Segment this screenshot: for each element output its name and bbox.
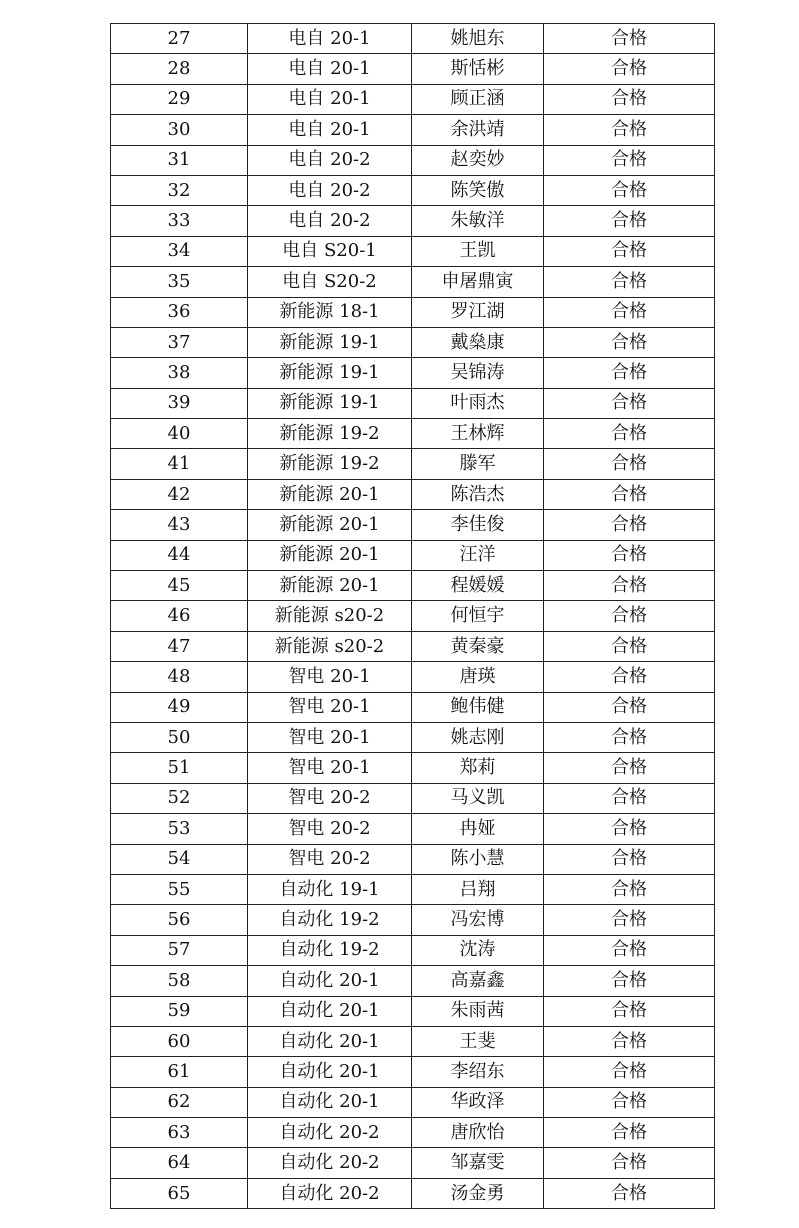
result-cell: 合格: [544, 905, 715, 935]
class-cell: 自动化 20-1: [248, 1057, 412, 1087]
result-cell: 合格: [544, 540, 715, 570]
class-cell: 智电 20-2: [248, 814, 412, 844]
student-name-cell: 朱敏洋: [412, 206, 544, 236]
student-name-cell: 李佳俊: [412, 510, 544, 540]
result-cell: 合格: [544, 722, 715, 752]
row-number-cell: 37: [111, 327, 248, 357]
row-number-cell: 56: [111, 905, 248, 935]
result-cell: 合格: [544, 236, 715, 266]
student-name-cell: 黄秦豪: [412, 631, 544, 661]
row-number-cell: 27: [111, 24, 248, 54]
table-row: [111, 966, 715, 996]
row-number-cell: 32: [111, 175, 248, 205]
class-cell: 自动化 19-1: [248, 874, 412, 904]
student-name-cell: 唐欣怡: [412, 1118, 544, 1148]
table-row: [111, 1118, 715, 1148]
row-number-cell: 48: [111, 662, 248, 692]
table-row: [111, 753, 715, 783]
row-number-cell: 63: [111, 1118, 248, 1148]
row-number-cell: 57: [111, 935, 248, 965]
row-number-cell: 40: [111, 419, 248, 449]
result-cell: 合格: [544, 874, 715, 904]
table-row: [111, 510, 715, 540]
student-name-cell: 唐瑛: [412, 662, 544, 692]
class-cell: 智电 20-1: [248, 692, 412, 722]
result-cell: 合格: [544, 631, 715, 661]
class-cell: 电自 20-1: [248, 115, 412, 145]
student-name-cell: 汪洋: [412, 540, 544, 570]
class-cell: 新能源 s20-2: [248, 631, 412, 661]
row-number-cell: 47: [111, 631, 248, 661]
student-name-cell: 朱雨茜: [412, 996, 544, 1026]
table-row: [111, 783, 715, 813]
class-cell: 电自 20-2: [248, 175, 412, 205]
class-cell: 自动化 20-1: [248, 1087, 412, 1117]
student-name-cell: 姚志刚: [412, 722, 544, 752]
student-name-cell: 马义凯: [412, 783, 544, 813]
class-cell: 新能源 19-2: [248, 419, 412, 449]
row-number-cell: 54: [111, 844, 248, 874]
table-row: [111, 1026, 715, 1056]
class-cell: 自动化 19-2: [248, 905, 412, 935]
student-name-cell: 滕军: [412, 449, 544, 479]
row-number-cell: 30: [111, 115, 248, 145]
result-cell: 合格: [544, 267, 715, 297]
class-cell: 电自 S20-1: [248, 236, 412, 266]
student-name-cell: 冯宏博: [412, 905, 544, 935]
table-row: [111, 24, 715, 54]
class-cell: 智电 20-1: [248, 722, 412, 752]
class-cell: 电自 20-1: [248, 24, 412, 54]
row-number-cell: 53: [111, 814, 248, 844]
student-name-cell: 高嘉鑫: [412, 966, 544, 996]
table-row: [111, 327, 715, 357]
result-cell: 合格: [544, 84, 715, 114]
row-number-cell: 45: [111, 571, 248, 601]
table-row: [111, 236, 715, 266]
table-row: [111, 358, 715, 388]
student-name-cell: 叶雨杰: [412, 388, 544, 418]
table-row: [111, 419, 715, 449]
student-name-cell: 陈小慧: [412, 844, 544, 874]
table-row: [111, 874, 715, 904]
result-cell: 合格: [544, 1026, 715, 1056]
table-row: [111, 540, 715, 570]
document-page: [110, 23, 714, 1209]
table-row: [111, 54, 715, 84]
row-number-cell: 42: [111, 479, 248, 509]
table-row: [111, 935, 715, 965]
result-cell: 合格: [544, 1118, 715, 1148]
class-cell: 电自 S20-2: [248, 267, 412, 297]
table-row: [111, 115, 715, 145]
student-name-cell: 顾正涵: [412, 84, 544, 114]
student-name-cell: 斯恬彬: [412, 54, 544, 84]
result-cell: 合格: [544, 115, 715, 145]
student-name-cell: 陈笑傲: [412, 175, 544, 205]
class-cell: 智电 20-2: [248, 783, 412, 813]
table-row: [111, 722, 715, 752]
result-cell: 合格: [544, 449, 715, 479]
row-number-cell: 46: [111, 601, 248, 631]
student-name-cell: 程媛媛: [412, 571, 544, 601]
student-name-cell: 申屠鼎寅: [412, 267, 544, 297]
class-cell: 自动化 20-2: [248, 1148, 412, 1178]
result-cell: 合格: [544, 935, 715, 965]
row-number-cell: 33: [111, 206, 248, 236]
student-name-cell: 华政泽: [412, 1087, 544, 1117]
result-cell: 合格: [544, 814, 715, 844]
row-number-cell: 39: [111, 388, 248, 418]
class-cell: 自动化 20-1: [248, 966, 412, 996]
class-cell: 新能源 s20-2: [248, 601, 412, 631]
row-number-cell: 60: [111, 1026, 248, 1056]
table-row: [111, 449, 715, 479]
row-number-cell: 44: [111, 540, 248, 570]
class-cell: 自动化 20-2: [248, 1118, 412, 1148]
result-cell: 合格: [544, 175, 715, 205]
class-cell: 智电 20-1: [248, 753, 412, 783]
row-number-cell: 31: [111, 145, 248, 175]
results-table: [110, 23, 715, 1209]
table-row: [111, 145, 715, 175]
result-cell: 合格: [544, 479, 715, 509]
result-cell: 合格: [544, 297, 715, 327]
table-row: [111, 84, 715, 114]
row-number-cell: 61: [111, 1057, 248, 1087]
table-row: [111, 388, 715, 418]
table-row: [111, 814, 715, 844]
student-name-cell: 汤金勇: [412, 1178, 544, 1208]
row-number-cell: 51: [111, 753, 248, 783]
class-cell: 自动化 20-2: [248, 1178, 412, 1208]
table-row: [111, 844, 715, 874]
class-cell: 新能源 19-1: [248, 358, 412, 388]
table-row: [111, 297, 715, 327]
result-cell: 合格: [544, 1148, 715, 1178]
row-number-cell: 62: [111, 1087, 248, 1117]
result-cell: 合格: [544, 783, 715, 813]
table-row: [111, 996, 715, 1026]
class-cell: 新能源 20-1: [248, 571, 412, 601]
class-cell: 智电 20-2: [248, 844, 412, 874]
row-number-cell: 65: [111, 1178, 248, 1208]
row-number-cell: 28: [111, 54, 248, 84]
row-number-cell: 36: [111, 297, 248, 327]
class-cell: 新能源 20-1: [248, 510, 412, 540]
table-row: [111, 662, 715, 692]
class-cell: 电自 20-1: [248, 54, 412, 84]
row-number-cell: 58: [111, 966, 248, 996]
result-cell: 合格: [544, 1087, 715, 1117]
row-number-cell: 49: [111, 692, 248, 722]
table-row: [111, 206, 715, 236]
result-cell: 合格: [544, 24, 715, 54]
result-cell: 合格: [544, 327, 715, 357]
result-cell: 合格: [544, 388, 715, 418]
student-name-cell: 吕翔: [412, 874, 544, 904]
class-cell: 电自 20-2: [248, 145, 412, 175]
student-name-cell: 郑莉: [412, 753, 544, 783]
class-cell: 智电 20-1: [248, 662, 412, 692]
result-cell: 合格: [544, 753, 715, 783]
row-number-cell: 41: [111, 449, 248, 479]
result-cell: 合格: [544, 54, 715, 84]
result-cell: 合格: [544, 844, 715, 874]
student-name-cell: 李绍东: [412, 1057, 544, 1087]
student-name-cell: 邹嘉雯: [412, 1148, 544, 1178]
table-row: [111, 631, 715, 661]
student-name-cell: 赵奕妙: [412, 145, 544, 175]
row-number-cell: 38: [111, 358, 248, 388]
student-name-cell: 余洪靖: [412, 115, 544, 145]
table-row: [111, 905, 715, 935]
result-cell: 合格: [544, 966, 715, 996]
row-number-cell: 64: [111, 1148, 248, 1178]
row-number-cell: 34: [111, 236, 248, 266]
table-row: [111, 479, 715, 509]
student-name-cell: 戴燊康: [412, 327, 544, 357]
class-cell: 新能源 19-1: [248, 327, 412, 357]
result-cell: 合格: [544, 1057, 715, 1087]
class-cell: 新能源 20-1: [248, 479, 412, 509]
result-cell: 合格: [544, 662, 715, 692]
table-row: [111, 1057, 715, 1087]
student-name-cell: 冉娅: [412, 814, 544, 844]
result-cell: 合格: [544, 206, 715, 236]
class-cell: 电自 20-2: [248, 206, 412, 236]
class-cell: 新能源 19-1: [248, 388, 412, 418]
class-cell: 新能源 18-1: [248, 297, 412, 327]
result-cell: 合格: [544, 419, 715, 449]
student-name-cell: 鲍伟健: [412, 692, 544, 722]
student-name-cell: 王林辉: [412, 419, 544, 449]
table-row: [111, 601, 715, 631]
table-row: [111, 267, 715, 297]
result-cell: 合格: [544, 145, 715, 175]
result-cell: 合格: [544, 358, 715, 388]
table-row: [111, 1087, 715, 1117]
row-number-cell: 29: [111, 84, 248, 114]
student-name-cell: 王凯: [412, 236, 544, 266]
result-cell: 合格: [544, 601, 715, 631]
table-row: [111, 692, 715, 722]
class-cell: 新能源 20-1: [248, 540, 412, 570]
class-cell: 新能源 19-2: [248, 449, 412, 479]
student-name-cell: 姚旭东: [412, 24, 544, 54]
class-cell: 自动化 20-1: [248, 1026, 412, 1056]
student-name-cell: 陈浩杰: [412, 479, 544, 509]
row-number-cell: 52: [111, 783, 248, 813]
result-cell: 合格: [544, 571, 715, 601]
result-cell: 合格: [544, 1178, 715, 1208]
row-number-cell: 59: [111, 996, 248, 1026]
class-cell: 自动化 20-1: [248, 996, 412, 1026]
student-name-cell: 罗江湖: [412, 297, 544, 327]
student-name-cell: 吴锦涛: [412, 358, 544, 388]
table-row: [111, 1178, 715, 1208]
row-number-cell: 43: [111, 510, 248, 540]
student-name-cell: 何恒宇: [412, 601, 544, 631]
student-name-cell: 沈涛: [412, 935, 544, 965]
class-cell: 自动化 19-2: [248, 935, 412, 965]
table-row: [111, 1148, 715, 1178]
table-row: [111, 175, 715, 205]
class-cell: 电自 20-1: [248, 84, 412, 114]
result-cell: 合格: [544, 510, 715, 540]
row-number-cell: 35: [111, 267, 248, 297]
result-cell: 合格: [544, 996, 715, 1026]
result-cell: 合格: [544, 692, 715, 722]
row-number-cell: 55: [111, 874, 248, 904]
results-table-body: [111, 24, 715, 1209]
student-name-cell: 王斐: [412, 1026, 544, 1056]
table-row: [111, 571, 715, 601]
row-number-cell: 50: [111, 722, 248, 752]
